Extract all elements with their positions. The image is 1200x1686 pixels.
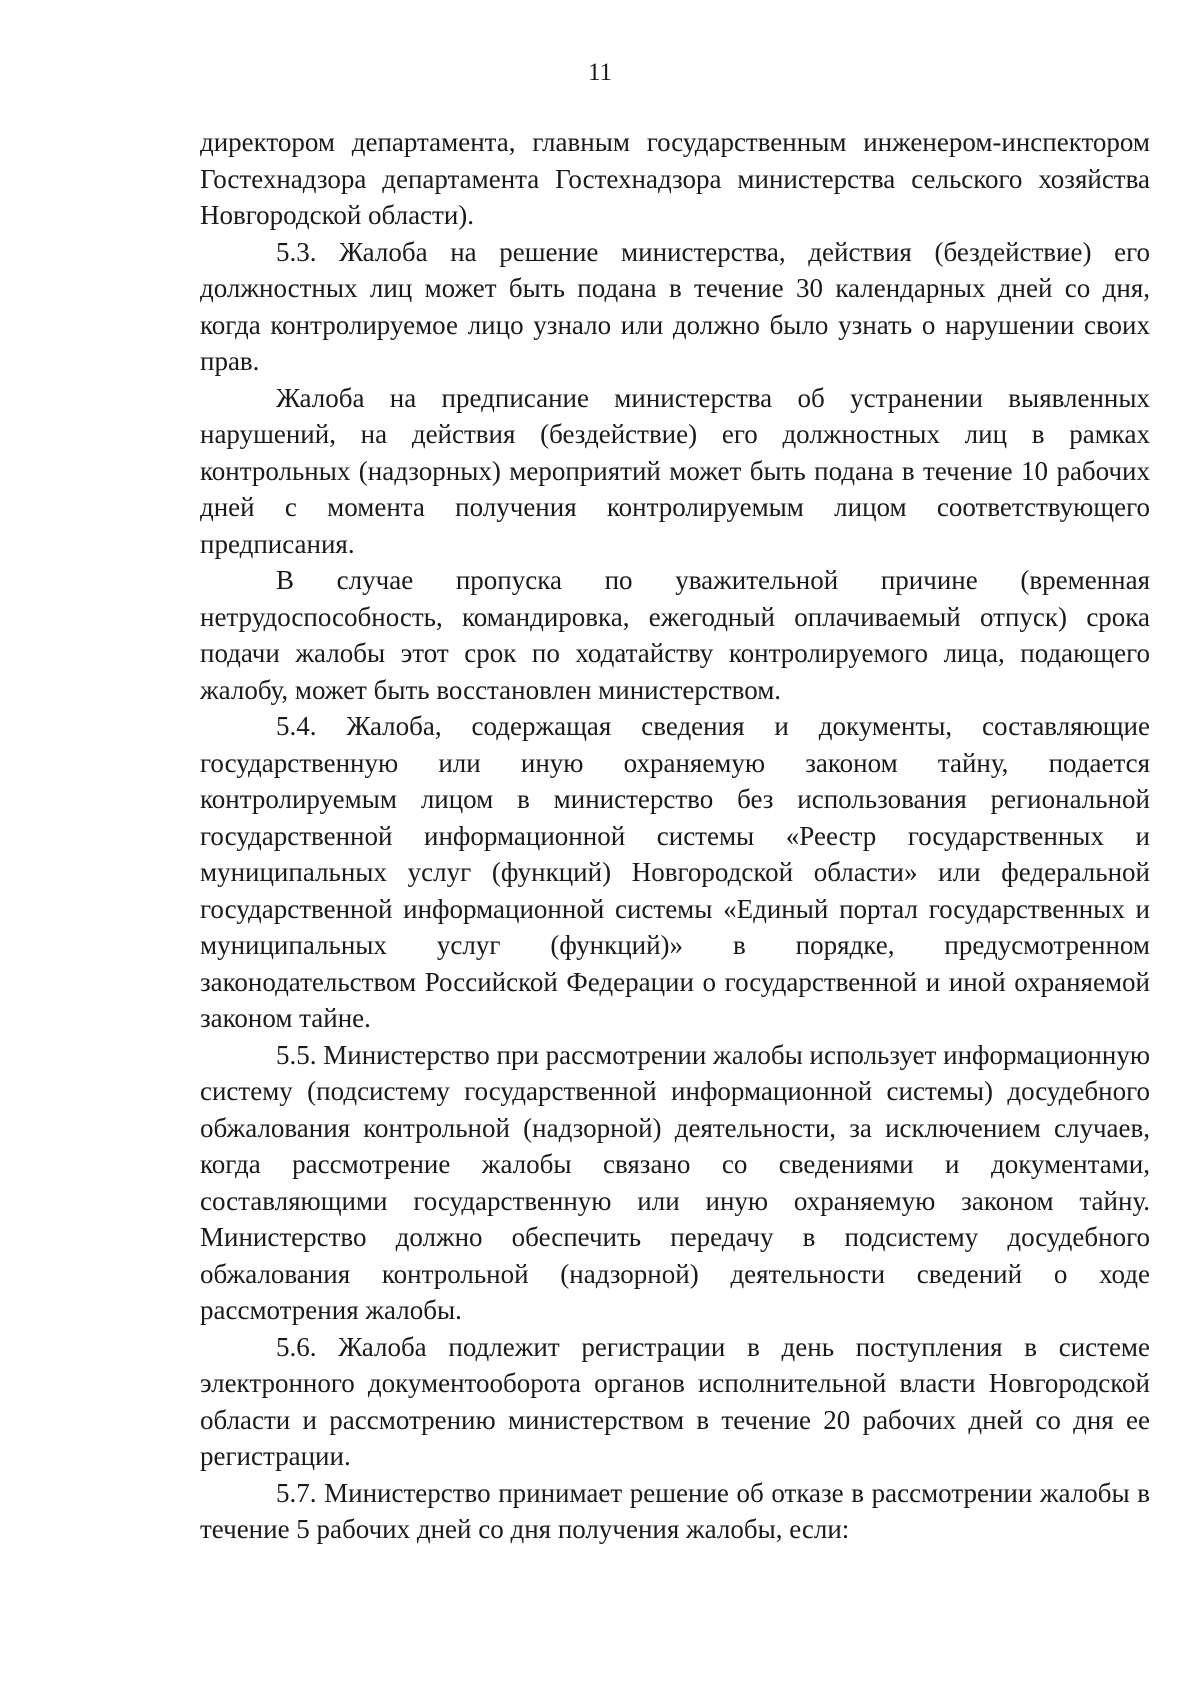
- paragraph-5-5: 5.5. Министерство при рассмотрении жалобы использует информационную систему (подсистему государственной информационной системы) досудебного обжалования контрольной (надзорной) деятельности, за исключением случаев, когда рассмотрение жалобы связано со сведениями и документами, составляющими государственную или иную охраняемую законом тайну. Министерство должно обеспечить передачу в подсистему досудебного обжалования контрольной (надзорной) деятельности сведений о ходе рассмотрения жалобы.: [200, 1039, 1150, 1325]
- document-body: [200, 124, 1150, 1548]
- page-number: 11: [587, 59, 613, 86]
- paragraph-continuation: директором департамента, главным государственным инженером-инспектором Гостехнадзора департамента Гостехнадзора министерства сельского хозяйства Новгородской области).: [200, 127, 1150, 230]
- paragraph-5-4: 5.4. Жалоба, содержащая сведения и документы, составляющие государственную или иную охраняемую законом тайну, подается контролируемым лицом в министерство без использования региональной государственной информационной системы «Реестр государственных и муниципальных услуг (функций) Новгородской области» или федеральной государственной информационной системы «Единый портал государственных и муниципальных услуг (функций)» в порядке, предусмотренном законодательством Российской Федерации о государственной и иной охраняемой законом тайне.: [200, 711, 1150, 1033]
- paragraph-5-7: 5.7. Министерство принимает решение об отказе в рассмотрении жалобы в течение 5 рабочих дней со дня получения жалобы, если:: [200, 1477, 1150, 1544]
- paragraph-5-6: 5.6. Жалоба подлежит регистрации в день поступления в системе электронного документооборота органов исполнительной власти Новгородской области и рассмотрению министерством в течение 20 рабочих дней со дня ее регистрации.: [200, 1331, 1150, 1471]
- paragraph-5-3-prescription: Жалоба на предписание министерства об устранении выявленных нарушений, на действия (бездействие) его должностных лиц в рамках контрольных (надзорных) мероприятий может быть подана в течение 10 рабочих дней с момента получения контролируемым лицом соответствующего предписания.: [200, 382, 1150, 559]
- paragraph-5-3-missed-deadline: В случае пропуска по уважительной причине (временная нетрудоспособность, командировка, ежегодный оплачиваемый отпуск) срока подачи жалобы этот срок по ходатайству контролируемого лица, подающего жалобу, может быть восстановлен министерством.: [200, 565, 1150, 705]
- paragraph-5-3: 5.3. Жалоба на решение министерства, действия (бездействие) его должностных лиц может быть подана в течение 30 календарных дней со дня, когда контролируемое лицо узнало или должно было узнать о нарушении своих прав.: [200, 236, 1150, 376]
